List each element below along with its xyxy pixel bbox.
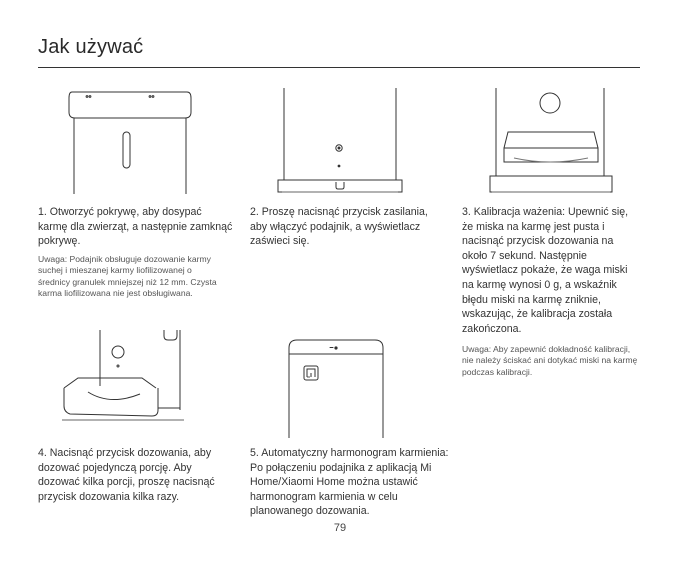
figure-feeder-dispense bbox=[60, 330, 200, 428]
step-2-text: 2. Proszę nacisnąć przycisk zasilania, aby włączyć podajnik, a wyświetlacz zaświeci się. bbox=[250, 206, 428, 248]
page-number: 79 bbox=[333, 522, 347, 534]
title-divider bbox=[38, 67, 640, 68]
step-3-note: Uwaga: Aby zapewnić dokładność kalibracji, nie należy ściskać ani dotykać miski na karmę podczas kalibracji. bbox=[462, 344, 638, 377]
step-3-text: 3. Kalibracja ważenia: Upewnić się, że miska na karmę jest pusta i nacisnąć przycisk dozowania na około 7 sekund. Następnie wyświetlacz pokaże, że waga miski na karmę wynosi 0 g, a wskaźnik błędu miski na karmę zniknie, wskazując, że kalibracja została zakończona. bbox=[462, 206, 629, 335]
figure-mi-home-phone bbox=[286, 338, 386, 438]
step-1-text: 1. Otworzyć pokrywę, aby dosypać karmę dla zwierząt, a następnie zamknąć pokrywę. bbox=[38, 206, 233, 248]
figure-feeder-lid bbox=[66, 90, 194, 196]
page-title: Jak używać bbox=[38, 36, 144, 58]
step-1-note: Uwaga: Podajnik obsługuje dozowanie karmy suchej i mieszanej karmy liofilizowanej o średnicy granulek mniejszej niż 12 mm. Czysta karma liofilizowana nie jest obsługiwana. bbox=[38, 254, 217, 299]
step-5-text: 5. Automatyczny harmonogram karmienia: Po połączeniu podajnika z aplikacją Mi Home/Xiaomi Home można ustawić harmonogram karmienia w celu planowanego dozowania. bbox=[250, 447, 449, 518]
figure-feeder-calibration bbox=[480, 86, 622, 196]
step-4-text: 4. Nacisnąć przycisk dozowania, aby dozować pojedynczą porcję. Aby dozować kilka porcji, proszę nacisnąć przycisk dozowania kilka razy. bbox=[38, 447, 215, 503]
figure-feeder-power bbox=[270, 86, 406, 196]
